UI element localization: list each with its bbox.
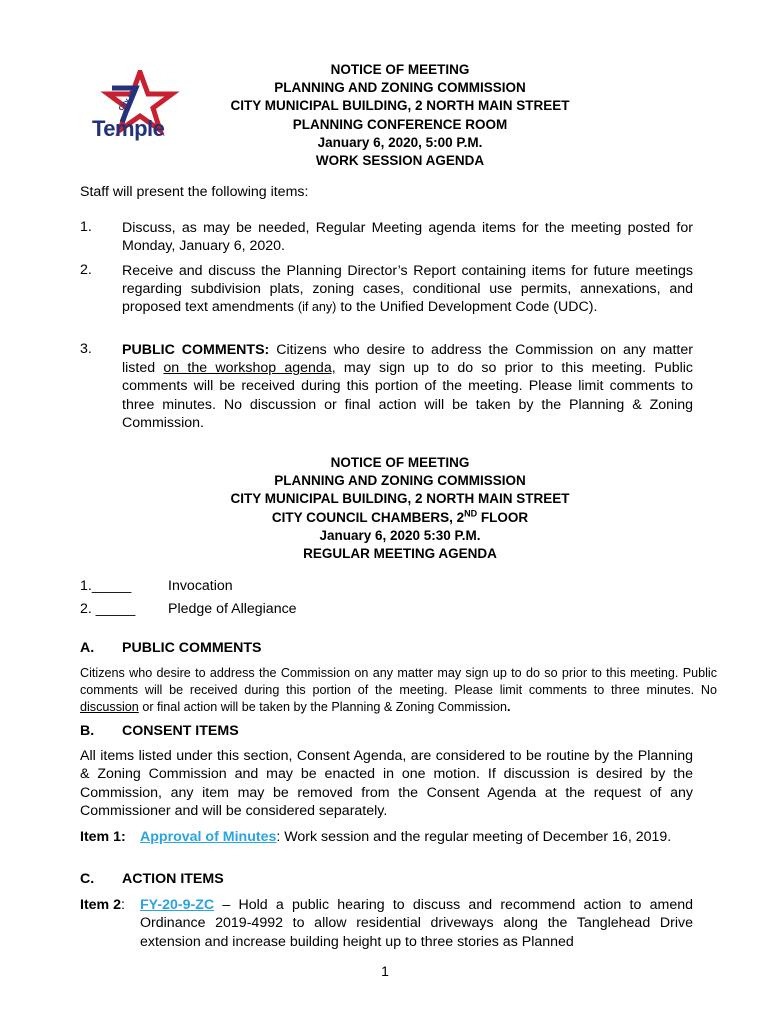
- header-line-part: FLOOR: [477, 509, 529, 525]
- approval-of-minutes-link[interactable]: Approval of Minutes: [140, 829, 277, 845]
- opening-item-number: 2. _____: [80, 601, 136, 617]
- work-item-number: 3.: [80, 341, 92, 357]
- fy-20-9-zc-link[interactable]: FY-20-9-ZC: [140, 897, 215, 913]
- header-line: CITY MUNICIPAL BUILDING, 2 NORTH MAIN STREET: [230, 98, 570, 114]
- intro-text: Staff will present the following items:: [80, 184, 309, 200]
- section-a-text: [80, 665, 717, 716]
- work-item-text-part: to the Unified Development Code (UDC).: [340, 299, 598, 316]
- section-letter: B.: [80, 723, 95, 739]
- header-line: NOTICE OF MEETING: [330, 455, 470, 470]
- header-line: REGULAR MEETING AGENDA: [303, 546, 497, 562]
- section-text-part: Citizens who desire to address the Commission on any matter may sign up to do so prior to this meeting. Public comments will be received during this portion of the meeting. Please limit comments to three minutes. No: [80, 666, 717, 697]
- work-item-number: 1.: [80, 219, 92, 235]
- section-letter: A.: [80, 640, 95, 656]
- section-letter: C.: [80, 871, 95, 887]
- work-item-small-text: (if any): [297, 300, 337, 315]
- header-line: PLANNING CONFERENCE ROOM: [292, 116, 508, 132]
- work-item-text-part: may sign up to do so prior to this meeting. Public comments will be received during this portion of the meeting. Please limit comments to three minutes. No discussion or final action will be taken by the Planning & Zoning Commission.: [122, 360, 693, 431]
- section-text-period: .: [507, 700, 511, 714]
- work-item-text: Discuss, as may be needed, Regular Meeting agenda items for the meeting posted for Monday, January 6, 2020.: [122, 220, 693, 255]
- public-comments-label: PUBLIC COMMENTS:: [122, 342, 270, 358]
- section-title: PUBLIC COMMENTS: [122, 640, 262, 656]
- item-label-text: Item 2: [80, 897, 122, 913]
- section-b-text: All items listed under this section, Consent Agenda, are considered to be routine by the Planning & Zoning Commission and may be enacted in one motion. If discussion is desired by the Commission, any item may be removed from the Consent Agenda at the request of any Commissioner and will be considered separately.: [80, 748, 693, 820]
- header-line-part: CITY COUNCIL CHAMBERS, 2: [271, 509, 465, 525]
- header-line: CITY MUNICIPAL BUILDING, 2 NORTH MAIN STREET: [230, 491, 570, 507]
- item-text-part: – Hold a public hearing to discuss and recommend action to amend Ordinance 2019-4992 to allow residential driveways along the Tanglehead Drive extension and increase building height up to three stories as Planned: [140, 897, 693, 950]
- opening-item-label: Pledge of Allegiance: [168, 601, 297, 617]
- header-line: PLANNING AND ZONING COMMISSION: [274, 473, 526, 489]
- header-line: [150, 509, 650, 527]
- work-item-text-part: Receive and discuss the Planning Director’s Report containing items for future meetings regarding subdivision plats, zoning cases, conditional use permits, annexations, and proposed text amendments: [122, 263, 693, 316]
- header-line: January 6, 2020 5:30 P.M.: [319, 527, 481, 543]
- work-item-text-part: Citizens who desire to address the Commission on any matter listed: [122, 342, 693, 377]
- underlined-text: on the workshop agenda,: [163, 360, 336, 377]
- header-line: PLANNING AND ZONING COMMISSION: [274, 80, 526, 96]
- header-line: WORK SESSION AGENDA: [315, 153, 485, 169]
- page-number: 1: [381, 963, 389, 979]
- opening-item-label: Invocation: [168, 578, 233, 594]
- item-label-colon: :: [121, 897, 125, 913]
- work-item-text: [122, 341, 693, 432]
- superscript: ND: [464, 508, 478, 519]
- opening-item-number: 1._____: [80, 578, 132, 594]
- item-1-text: [140, 828, 693, 846]
- item-2-text: [140, 896, 693, 951]
- section-title: CONSENT ITEMS: [122, 723, 239, 739]
- section-title: ACTION ITEMS: [122, 871, 224, 887]
- work-session-notice-header: [150, 61, 650, 170]
- underlined-text: discussion: [80, 700, 139, 714]
- item-text-part: : Work session and the regular meeting of December 16, 2019.: [276, 829, 672, 845]
- section-text-part: or final action will be taken by the Planning & Zoning Commission: [142, 700, 508, 714]
- work-item-number: 2.: [80, 262, 92, 278]
- item-label: Item 1:: [80, 829, 126, 845]
- regular-meeting-notice-header: [150, 454, 650, 563]
- work-item-text: [122, 262, 693, 317]
- item-label: [80, 896, 125, 914]
- logo-city-of-text: City of: [117, 90, 137, 113]
- logo-temple-text: Temple: [92, 116, 165, 141]
- header-line: NOTICE OF MEETING: [330, 62, 470, 77]
- header-line: January 6, 2020, 5:00 P.M.: [317, 134, 483, 150]
